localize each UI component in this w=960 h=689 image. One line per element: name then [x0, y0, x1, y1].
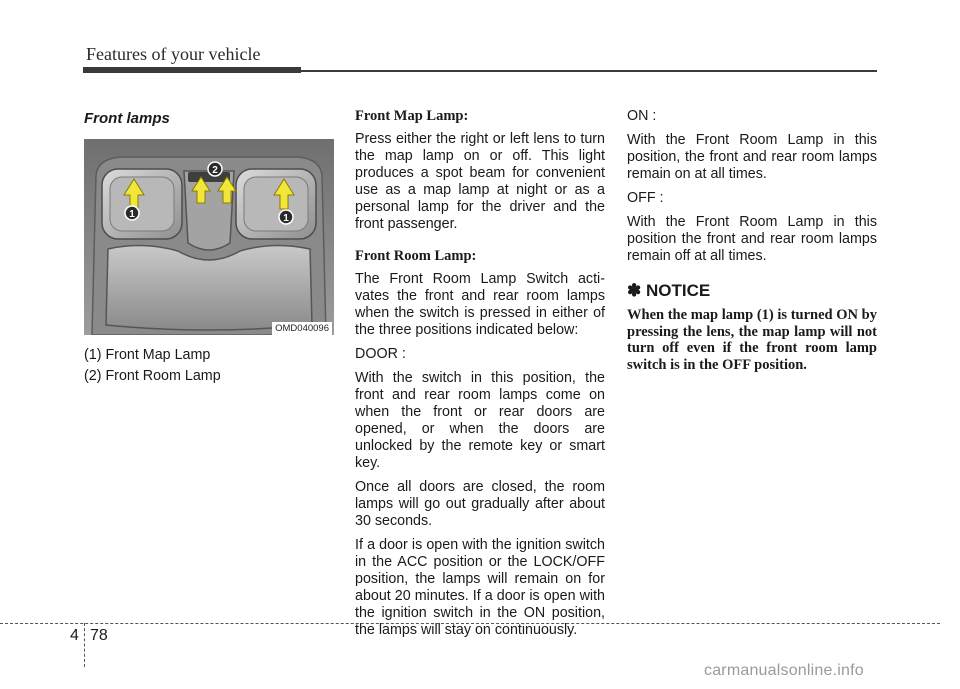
- column-middle: [355, 108, 605, 646]
- lamp-photo: [84, 139, 334, 339]
- marker-1-right: [279, 210, 293, 224]
- notice-title: ✽ NOTICE: [627, 281, 711, 300]
- section-number: 4: [70, 627, 79, 644]
- on-text: With the Front Room Lamp in this position, the front and rear room lamps remain on at all times.: [627, 132, 877, 182]
- header-title: Features of your vehicle: [86, 44, 261, 64]
- legend-item-room-lamp: (2) Front Room Lamp: [84, 368, 221, 384]
- door-text: With the switch in this position, the front and rear room lamps come on when the front or rear doors are opened, or when the doors are unlocked by the remote key or smart key.: [355, 370, 605, 471]
- header-rule-thick: [83, 67, 301, 73]
- watermark: carmanualsonline.info: [704, 662, 864, 679]
- page-number: 78: [90, 627, 108, 644]
- marker-1-right-label: 1: [283, 213, 289, 224]
- header-rule-thin: [301, 70, 877, 72]
- marker-1-left: [125, 206, 139, 220]
- notice-text: When the map lamp (1) is turned ON by pressing the lens, the map lamp will not turn off even if the front room lamp switch is in the OFF position.: [627, 307, 877, 373]
- photo-code: OMD040096: [272, 322, 332, 335]
- column-right: [627, 108, 877, 373]
- marker-2: [208, 162, 222, 176]
- room-lamp-text: The Front Room Lamp Switch acti- vates the front and rear room lamps when the switch is pressed in either of the three positions indicated below:: [355, 271, 605, 338]
- photo-legend: [84, 347, 334, 385]
- door-label: DOOR :: [355, 346, 406, 362]
- footer-rule: [0, 623, 940, 624]
- map-lamp-heading: Front Map Lamp:: [355, 108, 469, 124]
- section-heading: Front lamps: [84, 110, 170, 127]
- ignition-text: If a door is open with the ignition switch in the ACC position or the LOCK/OFF position, the lamps will remain on for about 20 minutes. If a door is open with the ignition switch in the ON position, the lamps will stay on continuously.: [355, 537, 605, 638]
- on-label: ON :: [627, 108, 657, 124]
- marker-2-label: 2: [212, 165, 218, 176]
- legend-item-map-lamp: (1) Front Map Lamp: [84, 347, 211, 363]
- room-lamp-heading: Front Room Lamp:: [355, 248, 477, 264]
- off-label: OFF :: [627, 190, 664, 206]
- doors-closed-text: Once all doors are closed, the room lamps will go out gradually after about 30 seconds.: [355, 479, 605, 529]
- map-lamp-text: Press either the right or left lens to turn the map lamp on or off. This light produces a spot beam for convenient use as a map lamp at night or as a personal lamp for the driver and the front passenger.: [355, 131, 605, 232]
- marker-1-left-label: 1: [129, 209, 135, 220]
- footer-divider: [84, 623, 85, 667]
- off-text: With the Front Room Lamp in this position the front and rear room lamps remain off at all times.: [627, 214, 877, 264]
- column-left: [84, 108, 334, 389]
- lamp-illustration: [84, 139, 334, 335]
